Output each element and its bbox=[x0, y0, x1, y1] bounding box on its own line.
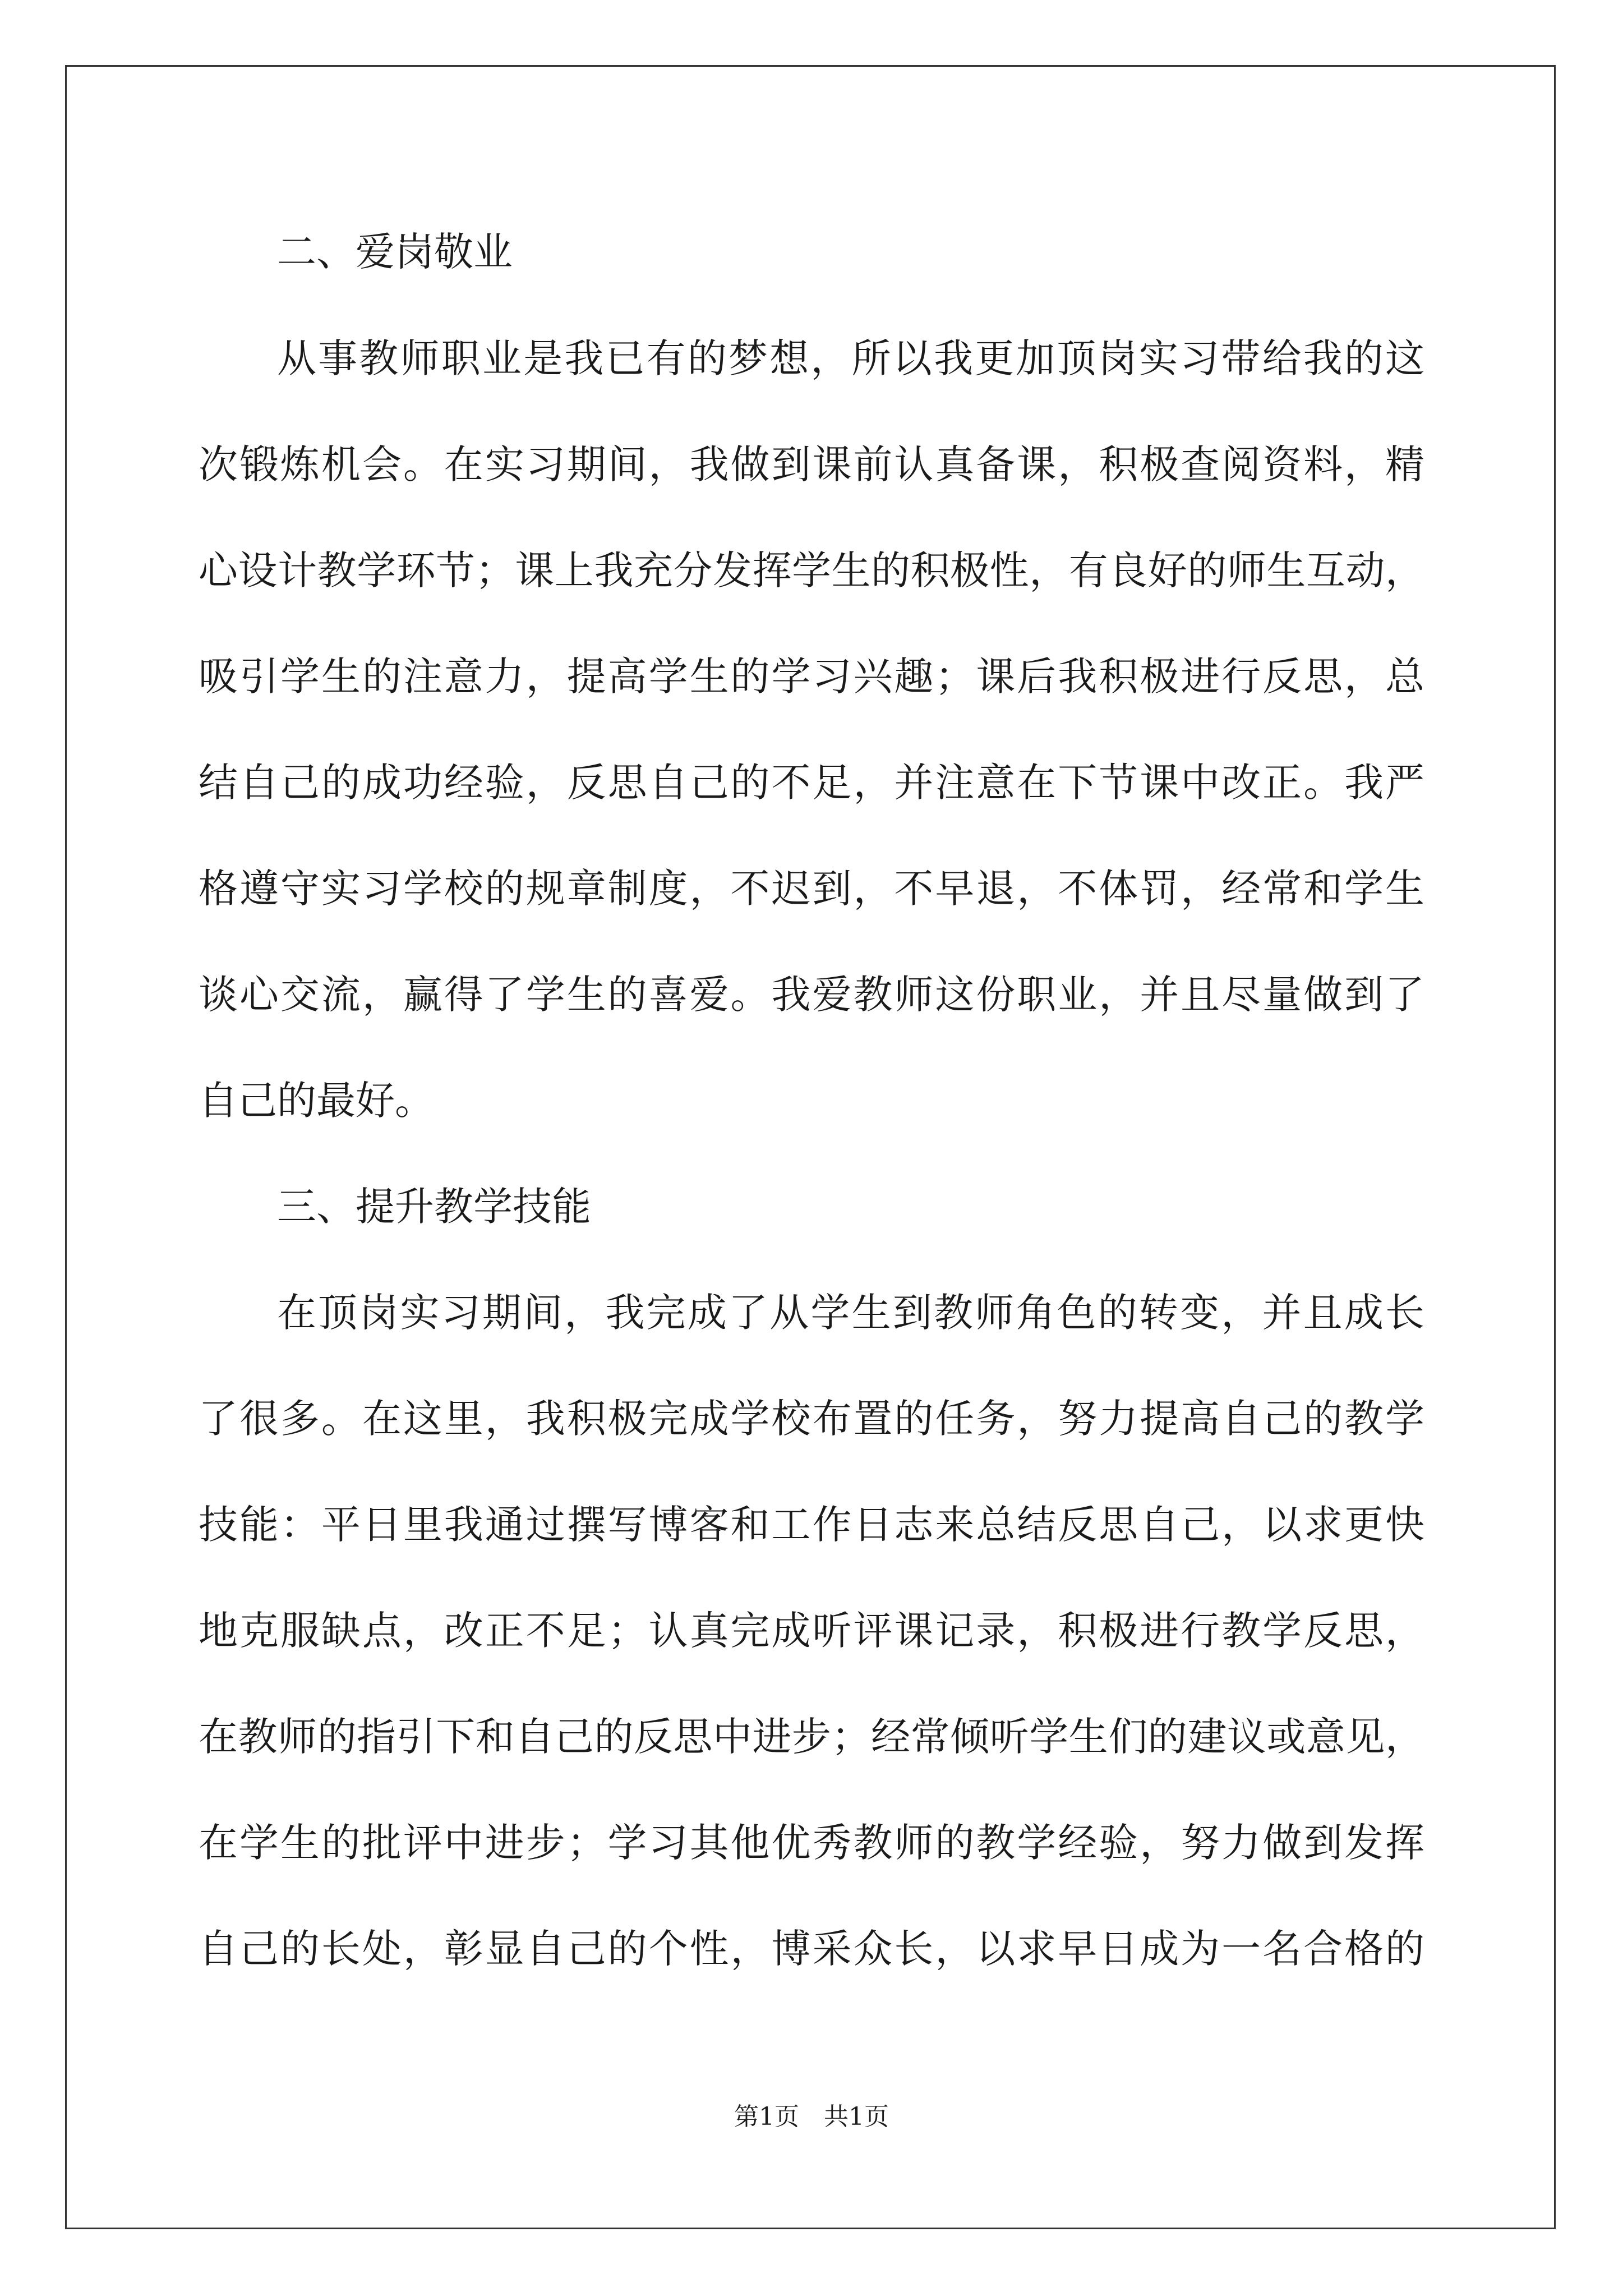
paragraph-line: 从事教师职业是我已有的梦想，所以我更加顶岗实习带给我的这 bbox=[277, 335, 1424, 381]
paragraph-line: 吸引学生的注意力，提高学生的学习兴趣；课后我积极进行反思，总 bbox=[199, 654, 1424, 700]
section-heading: 二、爱岗敬业 bbox=[277, 229, 513, 275]
paragraph-line: 在教师的指引下和自己的反思中进步；经常倾听学生们的建议或意见， bbox=[199, 1714, 1424, 1760]
paragraph-line: 在学生的批评中进步；学习其他优秀教师的教学经验，努力做到发挥 bbox=[199, 1820, 1424, 1866]
page-border bbox=[65, 65, 1556, 2229]
paragraph-line: 格遵守实习学校的规章制度，不迟到，不早退，不体罚，经常和学生 bbox=[199, 866, 1424, 912]
paragraph-line: 自己的长处，彰显自己的个性，博采众长，以求早日成为一名合格的 bbox=[199, 1926, 1424, 1972]
paragraph-line: 谈心交流，赢得了学生的喜爱。我爱教师这份职业，并且尽量做到了 bbox=[199, 972, 1424, 1018]
paragraph-line: 自己的最好。 bbox=[199, 1078, 434, 1124]
section-heading: 三、提升教学技能 bbox=[277, 1184, 591, 1230]
paragraph-line: 了很多。在这里，我积极完成学校布置的任务，努力提高自己的教学 bbox=[199, 1396, 1424, 1442]
paragraph-line: 次锻炼机会。在实习期间，我做到课前认真备课，积极查阅资料，精 bbox=[199, 441, 1424, 487]
paragraph-line: 结自己的成功经验，反思自己的不足，并注意在下节课中改正。我严 bbox=[199, 760, 1424, 806]
paragraph-line: 心设计教学环节；课上我充分发挥学生的积极性，有良好的师生互动， bbox=[199, 547, 1424, 593]
paragraph-line: 在顶岗实习期间，我完成了从学生到教师角色的转变，并且成长 bbox=[277, 1290, 1424, 1336]
page-number-footer: 第1页 共1页 bbox=[734, 2102, 889, 2131]
paragraph-line: 技能：平日里我通过撰写博客和工作日志来总结反思自己，以求更快 bbox=[199, 1502, 1424, 1548]
paragraph-line: 地克服缺点，改正不足；认真完成听评课记录，积极进行教学反思， bbox=[199, 1608, 1424, 1654]
